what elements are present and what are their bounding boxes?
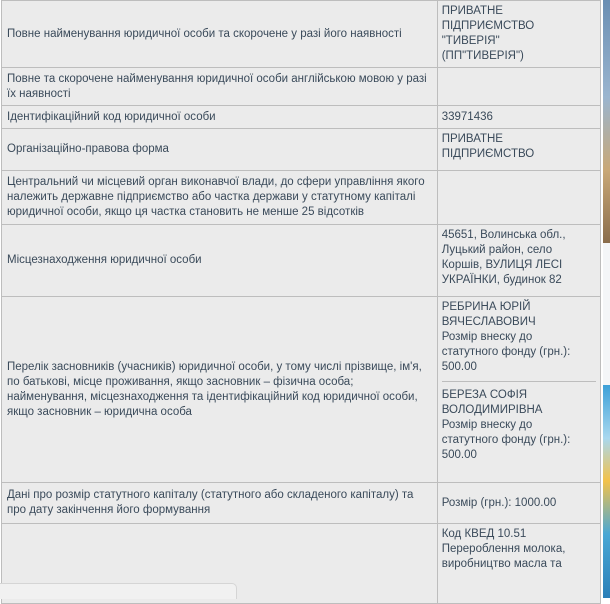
value-line: "ТИВЕРІЯ" (441, 35, 500, 47)
row-value (437, 68, 600, 106)
row-label: Ідентифікаційний код юридичної особи (2, 106, 438, 129)
bottom-panel-tab[interactable] (0, 583, 237, 599)
founder-entry (442, 300, 596, 377)
table-row (2, 171, 601, 225)
value-line: Луцький район, село (441, 244, 553, 256)
founder-name-line: ВОЛОДИМИРІВНА (441, 404, 543, 416)
table-row (2, 225, 601, 297)
value-line: виробництво масла та (441, 558, 562, 570)
value-line: Код КВЕД 10.51 (441, 528, 527, 540)
value-line: (ПП"ТИВЕРІЯ") (441, 50, 524, 62)
row-label: Повне та скорочене найменування юридичної особи англійською мовою у разі їх наявності (2, 68, 438, 106)
legal-entity-info-table (1, 0, 601, 604)
row-label: Центральний чи місцевий орган виконавчої влади, до сфери управління якого належить державне підприємство або частка держави у статутному капіталі юридичної особи, якщо ця частка становить не менше 25 відсотків (2, 171, 438, 225)
value-line: 33971436 (441, 110, 493, 123)
row-label: Місцезнаходження юридичної особи (2, 225, 438, 297)
value-line: ПРИВАТНЕ (441, 133, 503, 145)
row-value (437, 225, 600, 297)
table-row (2, 129, 601, 171)
founder-contribution-line: Розмір внеску до (441, 419, 533, 431)
row-value (437, 524, 600, 604)
value-line: Коршів, ВУЛИЦЯ ЛЕСІ (441, 259, 563, 271)
row-value (437, 297, 600, 483)
sidebar-banner-image[interactable] (603, 385, 610, 598)
founder-name-line: ВЯЧЕСЛАВОВИЧ (441, 316, 536, 328)
founder-name-line: БЕРЕЗА СОФІЯ (441, 389, 528, 401)
founder-entry (442, 381, 596, 465)
value-line: Перероблення молока, (441, 543, 566, 555)
table-row (2, 68, 601, 106)
founder-contribution-line: Розмір внеску до (441, 331, 533, 343)
row-label: Повне найменування юридичної особи та скорочене у разі його наявності (2, 1, 438, 68)
value-line: ПІДПРИЄМСТВО (441, 20, 535, 32)
row-value (437, 483, 600, 524)
row-value (437, 129, 600, 171)
row-label: Організаційно-правова форма (2, 129, 438, 171)
table-row (2, 1, 601, 68)
sidebar-banner-image[interactable] (603, 0, 610, 243)
founder-name-line: РЕБРИНА ЮРІЙ (441, 301, 531, 313)
value-line: ПРИВАТНЕ (441, 5, 503, 17)
value-line: ПІДПРИЄМСТВО (441, 148, 535, 160)
row-value (437, 1, 600, 68)
founder-contribution-amount: 500.00 (441, 361, 477, 373)
founder-contribution-line: статутного фонду (грн.): (441, 434, 571, 446)
table-row (2, 483, 601, 524)
value-line: Розмір (грн.): 1000.00 (441, 496, 557, 509)
founder-contribution-line: статутного фонду (грн.): (441, 346, 571, 358)
founder-contribution-amount: 500.00 (441, 449, 477, 461)
value-line: 45651, Волинська обл., (441, 229, 566, 241)
row-label: Перелік засновників (учасників) юридичної особи, у тому числі прізвище, ім'я, по батькові, місце проживання, якщо засновник – фізична особа; найменування, місцезнаходження та ідентифікаційний код юридичної особи, якщо засновник – юридична особа (2, 297, 438, 483)
row-label: Дані про розмір статутного капіталу (статутного або складеного капіталу) та про дату закінчення його формування (2, 483, 438, 524)
table-row (2, 297, 601, 483)
row-value (437, 106, 600, 129)
row-value (437, 171, 600, 225)
table-row (2, 106, 601, 129)
value-line: УКРАЇНКИ, будинок 82 (441, 274, 562, 286)
